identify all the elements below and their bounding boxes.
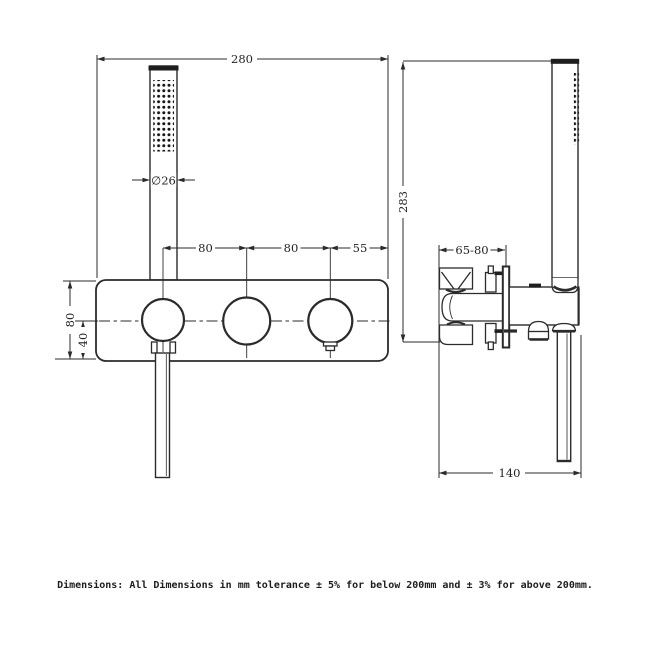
handshower-cap bbox=[149, 66, 179, 71]
mounting-lug-top bbox=[486, 273, 497, 293]
dim-label-handset-diameter: ∅26 bbox=[151, 173, 176, 188]
lever-front bbox=[152, 342, 176, 478]
dim-label-knob-spacing-right: 80 bbox=[283, 241, 299, 255]
dim-label-knob-spacing-left: 80 bbox=[198, 241, 213, 255]
knob-right-circle bbox=[308, 299, 352, 343]
knob-left-circle bbox=[142, 299, 184, 341]
handshower-side bbox=[551, 59, 579, 293]
handshower-cap-side bbox=[551, 59, 579, 64]
front-view bbox=[55, 52, 393, 478]
dim-label-projection: 140 bbox=[498, 466, 521, 480]
rough-in-valve-body bbox=[440, 266, 505, 350]
spray-nozzles-side bbox=[574, 73, 579, 145]
mounting-lug-bottom bbox=[486, 324, 497, 344]
dim-handset-diameter bbox=[132, 173, 195, 188]
inlet-top-port bbox=[440, 268, 473, 289]
diverter-knob-side bbox=[529, 322, 549, 332]
dim-centre-to-bottom bbox=[75, 321, 98, 359]
dim-label-centre-to-bottom: 40 bbox=[75, 332, 90, 348]
dim-label-plate-height: 80 bbox=[62, 312, 77, 328]
dim-label-overall-width: 280 bbox=[231, 51, 253, 66]
knob-middle-circle bbox=[223, 298, 270, 345]
dim-label-rough-in-depth: 65-80 bbox=[455, 243, 489, 257]
holder-clip bbox=[529, 284, 541, 288]
dim-overall-width bbox=[97, 52, 388, 279]
dim-label-overall-height: 283 bbox=[395, 191, 410, 213]
lever-side bbox=[557, 332, 570, 462]
diverter-tab bbox=[324, 342, 338, 351]
tolerance-note: Dimensions: All Dimensions in mm tolerance ± 5% for below 200mm and ± 3% for above 200mm. bbox=[57, 580, 593, 591]
inlet-bottom-port bbox=[440, 325, 473, 345]
side-view bbox=[396, 59, 581, 480]
trim-plate-side bbox=[503, 267, 509, 348]
dim-label-knob-to-edge: 55 bbox=[352, 241, 368, 255]
spray-nozzles-front bbox=[153, 80, 174, 152]
dim-knob-spacing bbox=[163, 241, 388, 255]
